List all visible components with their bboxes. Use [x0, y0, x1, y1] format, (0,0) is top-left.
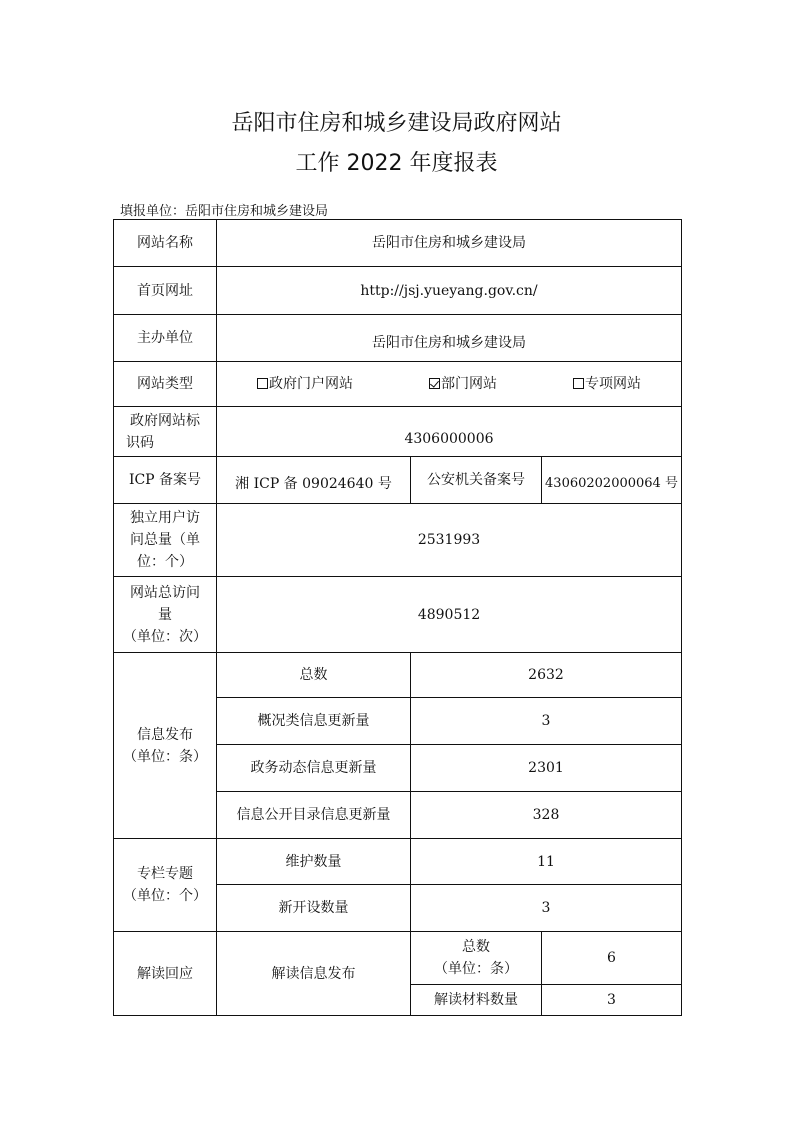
checkbox-icon: [573, 378, 584, 389]
value-icp: 湘 ICP 备 09024640 号: [217, 457, 411, 504]
label-line: （单位：个）: [123, 888, 207, 904]
row-icp: [114, 457, 682, 504]
value-interp-total: 6: [542, 932, 682, 985]
value-topics-maintained: 11: [411, 839, 682, 885]
value-info-catalog: 328: [411, 792, 682, 839]
value-police-record: 43060202000064 号: [542, 457, 682, 504]
label-site-type: 网站类型: [114, 362, 217, 407]
label-info-total: 总数: [217, 653, 411, 698]
label-line: 位：个）: [137, 554, 193, 570]
label-site-name: 网站名称: [114, 220, 217, 267]
value-site-name: 岳阳市住房和城乡建设局: [217, 220, 682, 267]
label-interp-materials: 解读材料数量: [411, 985, 542, 1016]
label-homepage: 首页网址: [114, 267, 217, 315]
row-total-visits: [114, 577, 682, 653]
label-info-catalog: 信息公开目录信息更新量: [217, 792, 411, 839]
option-portal-site[interactable]: [257, 373, 353, 395]
report-table: [113, 219, 682, 1016]
label-police-record: 公安机关备案号: [411, 457, 542, 504]
label-total-visits: [114, 577, 217, 653]
label-icp: ICP 备案号: [114, 457, 217, 504]
label-unique-visitors: [114, 504, 217, 577]
label-line: 总数: [462, 939, 490, 955]
value-site-type: [217, 362, 682, 407]
label-line: 量: [158, 606, 172, 623]
row-info-total: [114, 653, 682, 698]
value-interp-materials: 3: [542, 985, 682, 1016]
label-sponsor: 主办单位: [114, 315, 217, 362]
value-sponsor: 岳阳市住房和城乡建设局: [217, 315, 682, 362]
row-sponsor: [114, 315, 682, 362]
value-total-visits: 4890512: [217, 577, 682, 653]
label-line: 专栏专题: [137, 866, 193, 882]
row-topics-maintained: [114, 839, 682, 885]
value-info-overview: 3: [411, 698, 682, 745]
value-info-total: 2632: [411, 653, 682, 698]
label-info-overview: 概况类信息更新量: [217, 698, 411, 745]
label-line: 问总量（单: [130, 532, 200, 548]
label-line: 独立用户访: [130, 510, 200, 526]
value-topics-new: 3: [411, 885, 682, 932]
row-site-name: [114, 220, 682, 267]
label-site-code: [114, 407, 217, 457]
label-info-news: 政务动态信息更新量: [217, 745, 411, 792]
label-line: 政府网站标: [130, 412, 200, 429]
row-interp-total: [114, 932, 682, 985]
filling-unit: 填报单位：岳阳市住房和城乡建设局: [120, 204, 329, 219]
option-label: 专项网站: [585, 376, 641, 392]
option-label: 政府门户网站: [269, 376, 353, 392]
report-title-line2: 工作 2022 年度报表: [295, 151, 498, 176]
value-unique-visitors: 2531993: [217, 504, 682, 577]
label-line: 信息发布: [137, 726, 193, 743]
value-homepage[interactable]: http://jsj.yueyang.gov.cn/: [217, 267, 682, 315]
option-special-site[interactable]: [573, 373, 641, 395]
label-line: （单位：次）: [123, 628, 207, 645]
label-info-publish: [114, 653, 217, 839]
label-line: （单位：条）: [434, 961, 518, 977]
option-label: 部门网站: [441, 376, 497, 392]
label-interpretation: 解读回应: [114, 932, 217, 1016]
label-line: （单位：条）: [123, 748, 207, 765]
row-site-type: [114, 362, 682, 407]
label-topics-maintained: 维护数量: [217, 839, 411, 885]
report-title-line1: 岳阳市住房和城乡建设局政府网站: [231, 111, 562, 136]
label-special-topics: [114, 839, 217, 932]
label-interp-publish: 解读信息发布: [217, 932, 411, 1016]
value-info-news: 2301: [411, 745, 682, 792]
label-interp-total: [411, 932, 542, 985]
row-site-code: [114, 407, 682, 457]
value-site-code: 4306000006: [217, 407, 682, 457]
label-line: 网站总访问: [130, 584, 200, 601]
checkbox-checked-icon: [429, 378, 440, 389]
option-department-site[interactable]: [429, 373, 497, 395]
row-unique-visitors: [114, 504, 682, 577]
label-topics-new: 新开设数量: [217, 885, 411, 932]
row-homepage: [114, 267, 682, 315]
checkbox-icon: [257, 378, 268, 389]
label-line: 识码: [126, 434, 154, 451]
